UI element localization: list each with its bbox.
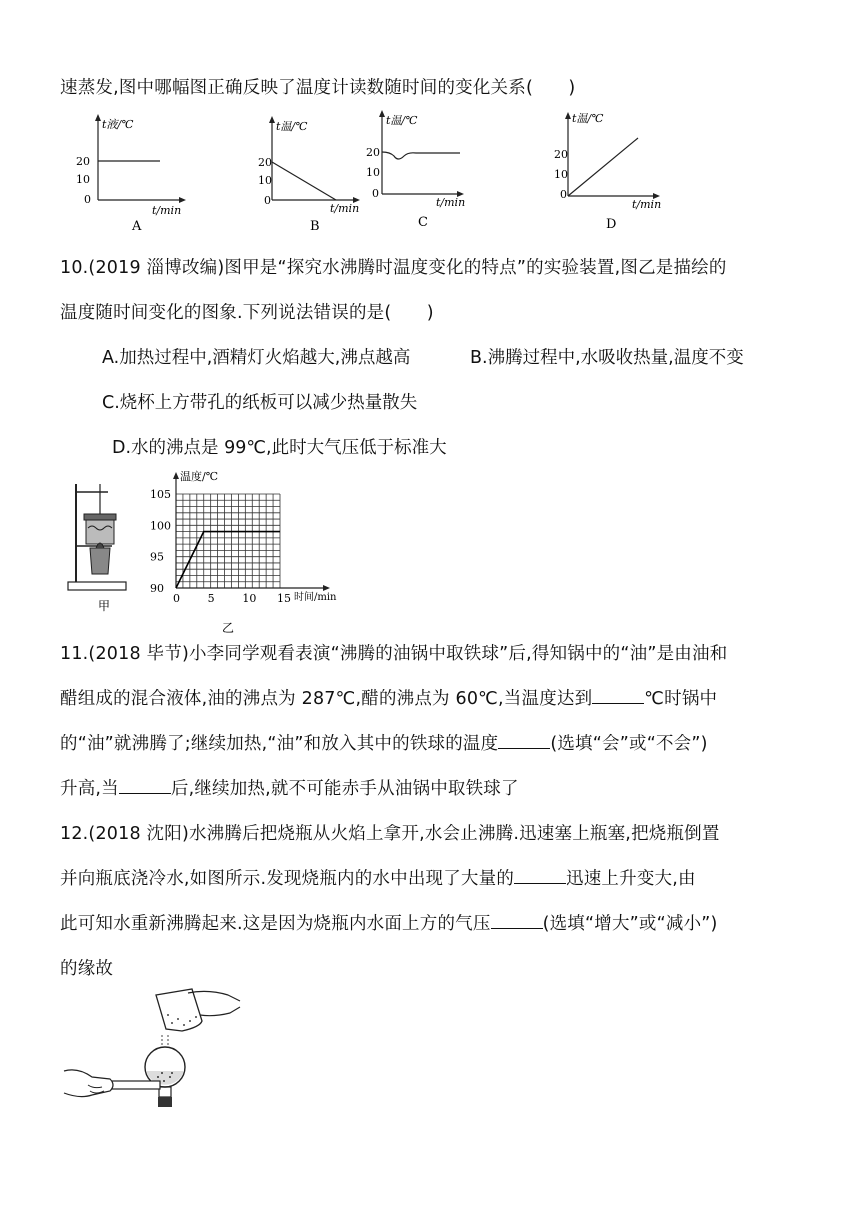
x-tick-label: 5 bbox=[207, 592, 215, 605]
y-tick-label: 95 bbox=[150, 550, 164, 564]
q10-line2: 温度随时间变化的图象.下列说法错误的是( ) bbox=[60, 303, 434, 323]
graph-b-tick-0: 0 bbox=[264, 194, 271, 207]
flask-figure bbox=[60, 985, 250, 1120]
graph-c-label: C bbox=[418, 215, 428, 230]
q9-stem: 速蒸发,图中哪幅图正确反映了温度计读数随时间的变化关系( ) bbox=[60, 78, 576, 98]
x-axis-label: 时间/min bbox=[294, 592, 337, 603]
q9-graphs bbox=[60, 108, 680, 238]
graph-a-label: A bbox=[132, 219, 142, 234]
graph-a-xlabel: t/min bbox=[152, 204, 182, 217]
temperature-series-line bbox=[176, 532, 280, 588]
q10-option-b: B.沸腾过程中,水吸收热量,温度不变 bbox=[470, 348, 744, 368]
q11-line4 bbox=[60, 775, 519, 800]
q12-line1: 12.(2018 沈阳)水沸腾后把烧瓶从火焰上拿开,水会止沸腾.迅速塞上瓶塞,把烧瓶倒置 bbox=[60, 824, 720, 844]
q11-line1: 11.(2018 毕节)小李同学观看表演“沸腾的油锅中取铁球”后,得知锅中的“油”是由油和 bbox=[60, 644, 728, 664]
x-tick-label: 0 bbox=[173, 592, 180, 605]
y-axis-label: 温度/℃ bbox=[180, 470, 219, 483]
x-axis-arrow bbox=[323, 585, 330, 591]
q11-blank-2[interactable] bbox=[498, 733, 550, 749]
graph-b-xlabel: t/min bbox=[330, 202, 360, 215]
q11-line3-tail: (选填“会”或“不会”) bbox=[550, 734, 708, 754]
q12-line3 bbox=[60, 910, 718, 935]
graph-b-ylabel: t温/℃ bbox=[276, 120, 308, 133]
x-tick-label: 15 bbox=[277, 592, 291, 605]
graph-d-xlabel: t/min bbox=[632, 198, 662, 211]
q10-option-a: A.加热过程中,酒精灯火焰越大,沸点越高 bbox=[102, 348, 411, 368]
apparatus-label: 甲 bbox=[98, 599, 111, 613]
graph-d-tick-10: 10 bbox=[554, 168, 568, 181]
q12-line2-text: 并向瓶底浇冷水,如图所示.发现烧瓶内的水中出现了大量的 bbox=[60, 869, 515, 889]
apparatus-figure bbox=[62, 478, 142, 618]
graph-d-tick-0: 0 bbox=[560, 188, 567, 201]
graph-c-tick-10: 10 bbox=[366, 166, 380, 179]
graph-a-tick-0: 0 bbox=[84, 193, 91, 206]
y-tick-label: 100 bbox=[150, 519, 171, 533]
graph-d-tick-20: 20 bbox=[554, 148, 568, 161]
graph-d bbox=[554, 112, 661, 232]
q10-chart bbox=[150, 466, 340, 636]
y-tick-label: 105 bbox=[150, 488, 171, 501]
q12-line4: 的缘故 bbox=[60, 959, 114, 979]
graph-a-ylabel: t液/℃ bbox=[102, 118, 134, 131]
q11-line4-tail: 后,继续加热,就不可能赤手从油锅中取铁球了 bbox=[170, 779, 519, 799]
graph-b-tick-20: 20 bbox=[258, 156, 272, 169]
chart-figure-label: 乙 bbox=[222, 621, 235, 635]
q10-line1: 10.(2019 淄博改编)图甲是“探究水沸腾时温度变化的特点”的实验装置,图乙是描绘的 bbox=[60, 258, 727, 278]
q11-line4-head: 升高,当 bbox=[60, 779, 119, 799]
q12-blank-1[interactable] bbox=[514, 868, 566, 884]
q11-line2-tail: ℃时锅中 bbox=[644, 689, 718, 709]
graph-d-ylabel: t温/℃ bbox=[572, 112, 604, 125]
q11-line2-text: 醋组成的混合液体,油的沸点为 287℃,醋的沸点为 60℃,当温度达到 bbox=[60, 689, 593, 709]
q12-line2 bbox=[60, 865, 696, 890]
graph-a bbox=[76, 114, 186, 234]
q11-line3-text: 的“油”就沸腾了;继续加热,“油”和放入其中的铁球的温度 bbox=[60, 734, 499, 754]
graph-b-label: B bbox=[310, 219, 320, 234]
q11-line3 bbox=[60, 730, 708, 755]
q12-blank-2[interactable] bbox=[491, 913, 543, 929]
q11-line2 bbox=[60, 685, 717, 710]
x-tick-label: 10 bbox=[242, 592, 257, 605]
graph-a-tick-20: 20 bbox=[76, 155, 90, 168]
q12-line2-tail: 迅速上升变大,由 bbox=[566, 869, 696, 889]
graph-b bbox=[258, 116, 360, 234]
y-tick-label: 90 bbox=[150, 582, 164, 595]
graph-a-tick-10: 10 bbox=[76, 173, 90, 186]
graph-c-xlabel: t/min bbox=[436, 196, 466, 209]
q11-blank-3[interactable] bbox=[119, 778, 171, 794]
graph-c bbox=[366, 110, 465, 230]
graph-c-tick-0: 0 bbox=[372, 187, 379, 200]
graph-c-ylabel: t温/℃ bbox=[386, 114, 418, 127]
graph-c-tick-20: 20 bbox=[366, 146, 380, 159]
q12-line3-text: 此可知水重新沸腾起来.这是因为烧瓶内水面上方的气压 bbox=[60, 914, 491, 934]
y-axis-arrow bbox=[173, 472, 179, 479]
q11-blank-1[interactable] bbox=[592, 688, 644, 704]
q12-line3-tail: (选填“增大”或“减小”) bbox=[542, 914, 718, 934]
q10-option-c: C.烧杯上方带孔的纸板可以减少热量散失 bbox=[102, 393, 418, 413]
graph-d-label: D bbox=[606, 217, 617, 232]
graph-b-tick-10: 10 bbox=[258, 174, 272, 187]
q10-option-d: D.水的沸点是 99℃,此时大气压低于标准大 bbox=[112, 438, 447, 458]
